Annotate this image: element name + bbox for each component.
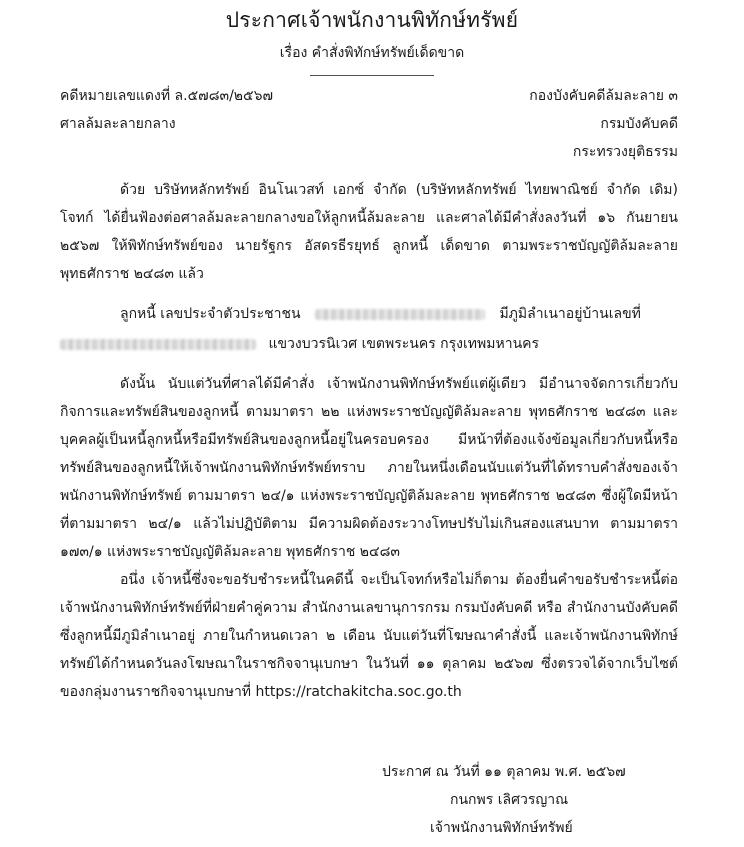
debtor-district: แขวงบวรนิเวศ เขตพระนคร กรุงเทพมหานคร bbox=[268, 336, 540, 352]
redacted-address bbox=[60, 339, 256, 350]
paragraph-debtor-line1 bbox=[120, 304, 678, 324]
page-subtitle: เรื่อง คำสั่งพิทักษ์ทรัพย์เด็ดขาด bbox=[279, 45, 465, 61]
page-title: ประกาศเจ้าพนักงานพิทักษ์ทรัพย์ bbox=[225, 8, 519, 32]
court-name: ศาลล้มละลายกลาง bbox=[60, 116, 176, 132]
redacted-id-number bbox=[315, 309, 485, 320]
signatory-name: กนกพร เลิศวรญาณ bbox=[450, 792, 569, 808]
case-number: คดีหมายเลขแดงที่ ล.๕๗๘๓/๒๕๖๗ bbox=[60, 88, 274, 104]
division-name: กองบังคับคดีล้มละลาย ๓ bbox=[529, 88, 678, 104]
ministry-name: กระทรวงยุติธรรม bbox=[572, 144, 678, 160]
paragraph-duties: ดังนั้น นับแต่วันที่ศาลได้มีคำสั่ง เจ้าพนักงานพิทักษ์ทรัพย์แต่ผู้เดียว มีอำนาจจัดการเกี่ยวกับกิจการและทรัพย์สินของลูกหนี้ ตามมาตรา ๒๒ แห่งพระราชบัญญัติล้มละลาย พุทธศักราช ๒๔๘๓ และบุคคลผู้เป็นหนี้ลูกหนี้หรือมีทรัพย์สินของลูกหนี้อยู่ในครอบครอง มีหน้าที่ต้องแจ้งข้อมูลเกี่ยวกับหนี้หรือทรัพย์สินของลูกหนี้ให้เจ้าพนักงานพิทักษ์ทรัพย์ทราบ ภายในหนึ่งเดือนนับแต่วันที่ได้ทราบคำสั่งของเจ้าพนักงานพิทักษ์ทรัพย์ ตามมาตรา ๒๔/๑ แห่งพระราชบัญญัติล้มละลาย พุทธศักราช ๒๔๘๓ ซึ่งผู้ใดมีหน้าที่ตามมาตรา ๒๔/๑ แล้วไม่ปฏิบัติตาม มีความผิดต้องระวางโทษปรับไม่เกินสองแสนบาท ตามมาตรา ๑๗๓/๑ แห่งพระราชบัญญัติล้มละลาย พุทธศักราช ๒๔๘๓ bbox=[60, 376, 678, 560]
debtor-id-label: ลูกหนี้ เลขประจำตัวประชาชน bbox=[120, 306, 301, 322]
paragraph-debtor-line2 bbox=[60, 334, 539, 354]
signatory-position: เจ้าพนักงานพิทักษ์ทรัพย์ bbox=[430, 820, 573, 836]
paragraph-order: ด้วย บริษัทหลักทรัพย์ อินโนเวสท์ เอกซ์ จำกัด (บริษัทหลักทรัพย์ ไทยพาณิชย์ จำกัด เดิม) โจทก์ ได้ยื่นฟ้องต่อศาลล้มละลายกลางขอให้ลูกหนี้ล้มละลาย และศาลได้มีคำสั่งลงวันที่ ๑๖ กันยายน ๒๕๖๗ ให้พิทักษ์ทรัพย์ของ นายรัฐกร อัสดรธีรยุทธ์ ลูกหนี้ เด็ดขาด ตามพระราชบัญญัติล้มละลาย พุทธศักราช ๒๔๘๓ แล้ว bbox=[60, 182, 678, 282]
paragraph-creditor-claims: อนึ่ง เจ้าหนี้ซึ่งจะขอรับชำระหนี้ในคดีนี้ จะเป็นโจทก์หรือไม่ก็ตาม ต้องยื่นคำขอรับชำระหนี้ต่อเจ้าพนักงานพิทักษ์ทรัพย์ที่ฝ่ายคำคู่ความ สำนักงานเลขานุการกรม กรมบังคับคดี หรือ สำนักงานบังคับคดีซึ่งลูกหนี้มีภูมิลำเนาอยู่ ภายในกำหนดเวลา ๒ เดือน นับแต่วันที่โฆษณาคำสั่งนี้ และเจ้าพนักงานพิทักษ์ทรัพย์ได้กำหนดวันลงโฆษณาในราชกิจจานุเบกษา ในวันที่ ๑๑ ตุลาคม ๒๕๖๗ ซึ่งตรวจได้จากเว็บไซต์ของกลุ่มงานราชกิจจานุเบกษาที่ https://ratchakitcha.soc.go.th bbox=[60, 572, 678, 700]
department-name: กรมบังคับคดี bbox=[600, 116, 678, 132]
announcement-date: ประกาศ ณ วันที่ ๑๑ ตุลาคม พ.ศ. ๒๕๖๗ bbox=[382, 764, 626, 780]
debtor-domicile-label: มีภูมิลำเนาอยู่บ้านเลขที่ bbox=[499, 306, 641, 322]
title-divider bbox=[310, 75, 434, 76]
